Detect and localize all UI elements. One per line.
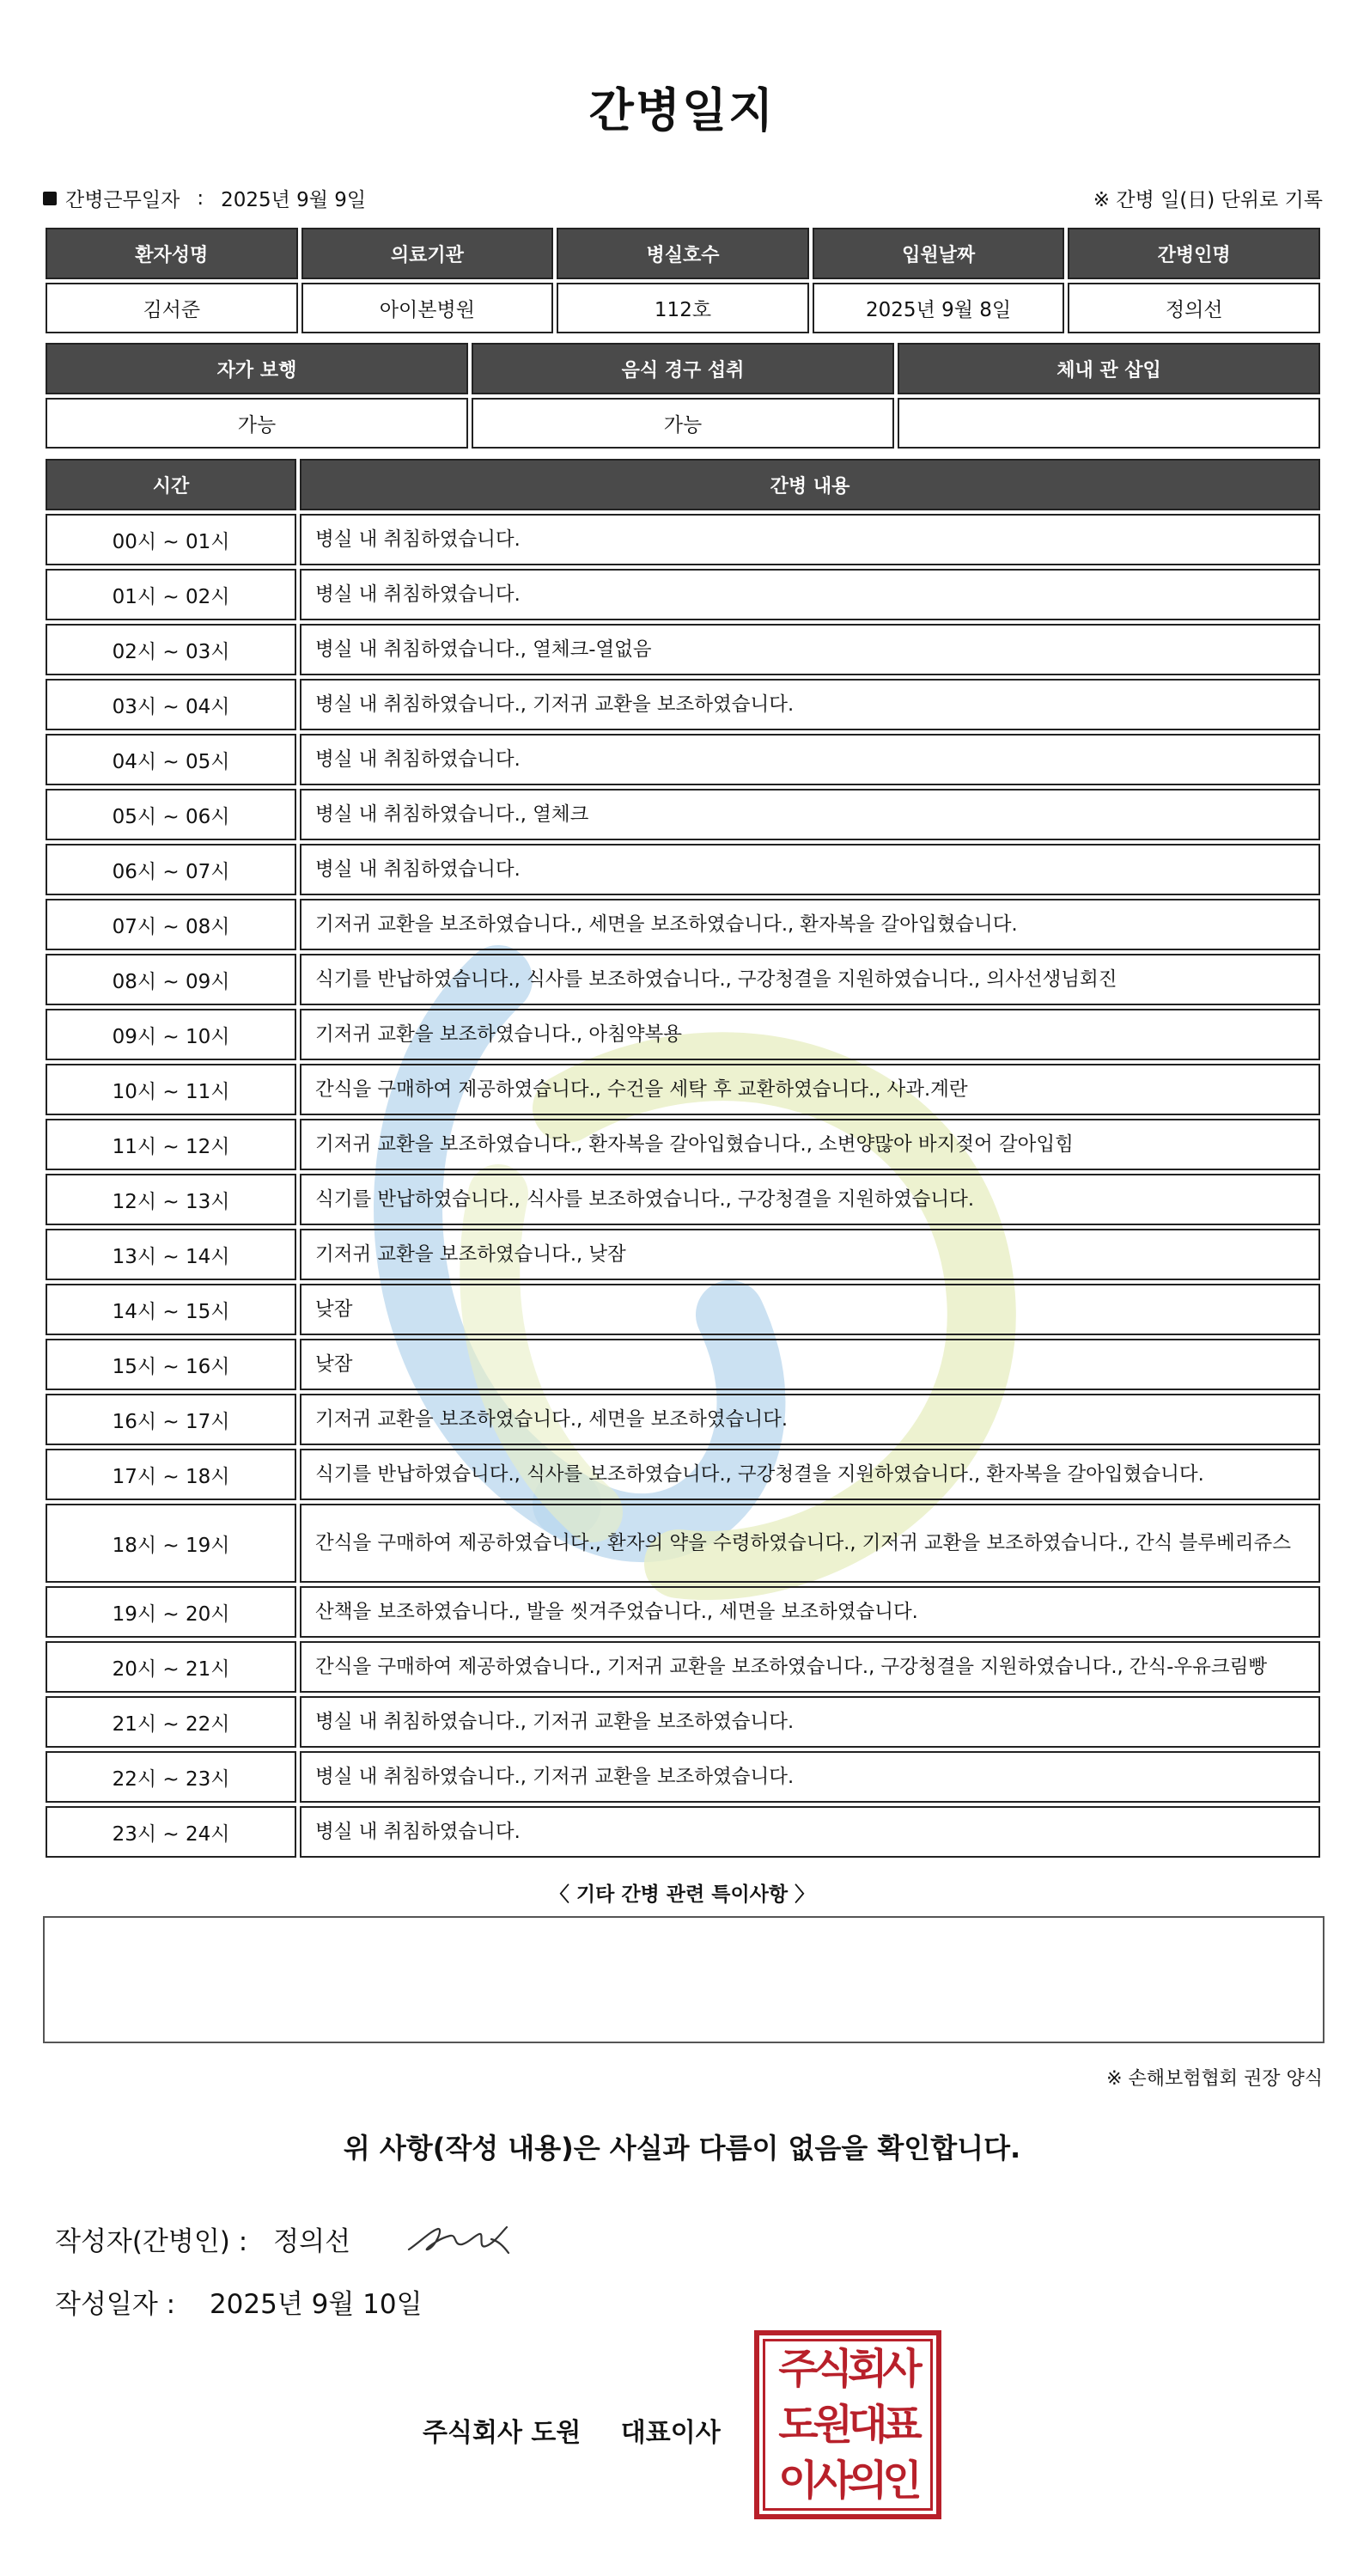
- table-row: [46, 1119, 1320, 1170]
- row-care-content: 병실 내 취침하였습니다.: [300, 844, 1320, 895]
- seal-line-3: 이사의인: [778, 2456, 917, 2505]
- row-care-content: 병실 내 취침하였습니다., 기저귀 교환을 보조하였습니다.: [300, 679, 1320, 730]
- row-time: 14시 ~ 15시: [46, 1284, 296, 1335]
- row-time: 20시 ~ 21시: [46, 1641, 296, 1693]
- row-time: 06시 ~ 07시: [46, 844, 296, 895]
- self-walking-value: 가능: [46, 398, 468, 449]
- room-number: 112호: [557, 283, 809, 333]
- row-care-content: 산책을 보조하였습니다., 발을 씻겨주었습니다., 세면을 보조하였습니다.: [300, 1586, 1320, 1638]
- row-care-content: 병실 내 취침하였습니다.: [300, 1806, 1320, 1858]
- row-time: 15시 ~ 16시: [46, 1339, 296, 1390]
- row-care-content: 병실 내 취침하였습니다., 기저귀 교환을 보조하였습니다.: [300, 1751, 1320, 1803]
- table-row: [46, 679, 1320, 730]
- recommend-note: ※ 손해보험협회 권장 양식: [1106, 2068, 1323, 2090]
- company-name: 주식회사 도원: [423, 2418, 582, 2448]
- row-time: 16시 ~ 17시: [46, 1394, 296, 1445]
- care-schedule-table: [42, 455, 1324, 1861]
- row-care-content: 낮잠: [300, 1339, 1320, 1390]
- row-care-content: 병실 내 취침하였습니다.: [300, 514, 1320, 565]
- tube-insertion-value: [898, 398, 1320, 449]
- work-date-value: 2025년 9월 9일: [221, 189, 367, 211]
- row-care-content: 간식을 구매하여 제공하였습니다., 수건을 세탁 후 교환하였습니다., 사과.계란: [300, 1064, 1320, 1115]
- seal-line-1: 주식회사: [778, 2345, 917, 2394]
- row-time: 00시 ~ 01시: [46, 514, 296, 565]
- row-care-content: 간식을 구매하여 제공하였습니다., 기저귀 교환을 보조하였습니다., 구강청결을 지원하였습니다., 간식-우유크림빵: [300, 1641, 1320, 1693]
- header-hospital: 의료기관: [301, 228, 554, 279]
- page-title: 간병일지: [588, 83, 776, 137]
- row-care-content: 식기를 반납하였습니다., 식사를 보조하였습니다., 구강청결을 지원하였습니다.: [300, 1174, 1320, 1225]
- row-care-content: 기저귀 교환을 보조하였습니다., 세면을 보조하였습니다.: [300, 1394, 1320, 1445]
- record-unit-note: ※ 간병 일(日) 단위로 기록: [1093, 189, 1323, 211]
- bullet-square-icon: [43, 192, 57, 205]
- header-room-number: 병실호수: [557, 228, 809, 279]
- row-time: 18시 ~ 19시: [46, 1504, 296, 1583]
- written-date-value: 2025년 9월 10일: [209, 2289, 423, 2320]
- admission-date: 2025년 9월 8일: [813, 283, 1065, 333]
- row-time: 08시 ~ 09시: [46, 954, 296, 1005]
- row-care-content: 기저귀 교환을 보조하였습니다., 세면을 보조하였습니다., 환자복을 갈아입혔습니다.: [300, 899, 1320, 950]
- row-care-content: 병실 내 취침하였습니다.: [300, 569, 1320, 620]
- row-time: 10시 ~ 11시: [46, 1064, 296, 1115]
- header-admission-date: 입원날짜: [813, 228, 1065, 279]
- table-row: [46, 1806, 1320, 1858]
- row-time: 01시 ~ 02시: [46, 569, 296, 620]
- table-row: [46, 954, 1320, 1005]
- row-time: 07시 ~ 08시: [46, 899, 296, 950]
- row-care-content: 식기를 반납하였습니다., 식사를 보조하였습니다., 구강청결을 지원하였습니다., 환자복을 갈아입혔습니다.: [300, 1449, 1320, 1500]
- row-time: 11시 ~ 12시: [46, 1119, 296, 1170]
- header-tube-insertion: 체내 관 삽입: [898, 343, 1320, 394]
- care-status-table: [42, 339, 1324, 452]
- confirmation-statement: 위 사항(작성 내용)은 사실과 다름이 없음을 확인합니다.: [343, 2132, 1021, 2164]
- row-time: 17시 ~ 18시: [46, 1449, 296, 1500]
- table-row: [46, 1751, 1320, 1803]
- table-row: [46, 789, 1320, 840]
- row-care-content: 기저귀 교환을 보조하였습니다., 낮잠: [300, 1229, 1320, 1280]
- company-seal-stamp: [754, 2330, 941, 2519]
- table-row: [46, 899, 1320, 950]
- table-row: [46, 734, 1320, 785]
- table-row: [46, 1174, 1320, 1225]
- row-time: 19시 ~ 20시: [46, 1586, 296, 1638]
- notes-title: 〈 기타 간병 관련 특이사항 〉: [549, 1883, 815, 1906]
- header-self-walking: 자가 보행: [46, 343, 468, 394]
- row-care-content: 병실 내 취침하였습니다., 열체크: [300, 789, 1320, 840]
- work-date-label: 간병근무일자: [65, 189, 180, 211]
- table-row: [46, 1696, 1320, 1748]
- table-row: [46, 1339, 1320, 1390]
- row-care-content: 낮잠: [300, 1284, 1320, 1335]
- row-care-content: 기저귀 교환을 보조하였습니다., 아침약복용: [300, 1009, 1320, 1060]
- table-row: [46, 1504, 1320, 1583]
- written-date-row: [55, 2282, 423, 2321]
- row-time: 04시 ~ 05시: [46, 734, 296, 785]
- notes-box: [43, 1916, 1324, 2043]
- table-row: [46, 624, 1320, 675]
- writer-row: [55, 2219, 522, 2258]
- caregiver-name: 정의선: [1068, 283, 1320, 333]
- company-signature-line: [423, 2411, 721, 2449]
- table-row: [46, 1284, 1320, 1335]
- row-care-content: 식기를 반납하였습니다., 식사를 보조하였습니다., 구강청결을 지원하였습니다., 의사선생님회진: [300, 954, 1320, 1005]
- table-row: [46, 1229, 1320, 1280]
- row-time: 05시 ~ 06시: [46, 789, 296, 840]
- patient-name: 김서준: [46, 283, 298, 333]
- seal-line-2: 도원대표: [778, 2400, 917, 2449]
- header-patient-name: 환자성명: [46, 228, 298, 279]
- row-care-content: 병실 내 취침하였습니다.: [300, 734, 1320, 785]
- table-row: [46, 1394, 1320, 1445]
- row-time: 13시 ~ 14시: [46, 1229, 296, 1280]
- header-time: 시간: [46, 459, 296, 510]
- oral-intake-value: 가능: [472, 398, 894, 449]
- row-time: 22시 ~ 23시: [46, 1751, 296, 1803]
- writer-label: 작성자(간병인) :: [55, 2226, 248, 2257]
- writer-name: 정의선: [273, 2226, 351, 2257]
- header-care-content: 간병 내용: [300, 459, 1320, 510]
- row-time: 12시 ~ 13시: [46, 1174, 296, 1225]
- row-care-content: 병실 내 취침하였습니다., 열체크-열없음: [300, 624, 1320, 675]
- row-care-content: 간식을 구매하여 제공하였습니다., 환자의 약을 수령하였습니다., 기저귀 교환을 보조하였습니다., 간식 블루베리쥬스: [300, 1504, 1320, 1583]
- row-time: 03시 ~ 04시: [46, 679, 296, 730]
- header-caregiver-name: 간병인명: [1068, 228, 1320, 279]
- work-date-row: [43, 184, 366, 212]
- company-title: 대표이사: [620, 2418, 721, 2448]
- row-time: 21시 ~ 22시: [46, 1696, 296, 1748]
- table-row: [46, 1009, 1320, 1060]
- patient-info-table: [42, 224, 1324, 337]
- row-time: 09시 ~ 10시: [46, 1009, 296, 1060]
- table-row: [46, 1449, 1320, 1500]
- row-care-content: 병실 내 취침하였습니다., 기저귀 교환을 보조하였습니다.: [300, 1696, 1320, 1748]
- row-time: 23시 ~ 24시: [46, 1806, 296, 1858]
- signature-image: [402, 2220, 522, 2258]
- table-row: [46, 844, 1320, 895]
- hospital-name: 아이본병원: [301, 283, 554, 333]
- work-date-colon: :: [197, 186, 204, 210]
- table-row: [46, 1064, 1320, 1115]
- table-row: [46, 1586, 1320, 1638]
- table-row: [46, 514, 1320, 565]
- header-oral-intake: 음식 경구 섭취: [472, 343, 894, 394]
- table-row: [46, 1641, 1320, 1693]
- row-time: 02시 ~ 03시: [46, 624, 296, 675]
- written-date-label: 작성일자 :: [55, 2289, 176, 2320]
- row-care-content: 기저귀 교환을 보조하였습니다., 환자복을 갈아입혔습니다., 소변양많아 바지젖어 갈아입힘: [300, 1119, 1320, 1170]
- table-row: [46, 569, 1320, 620]
